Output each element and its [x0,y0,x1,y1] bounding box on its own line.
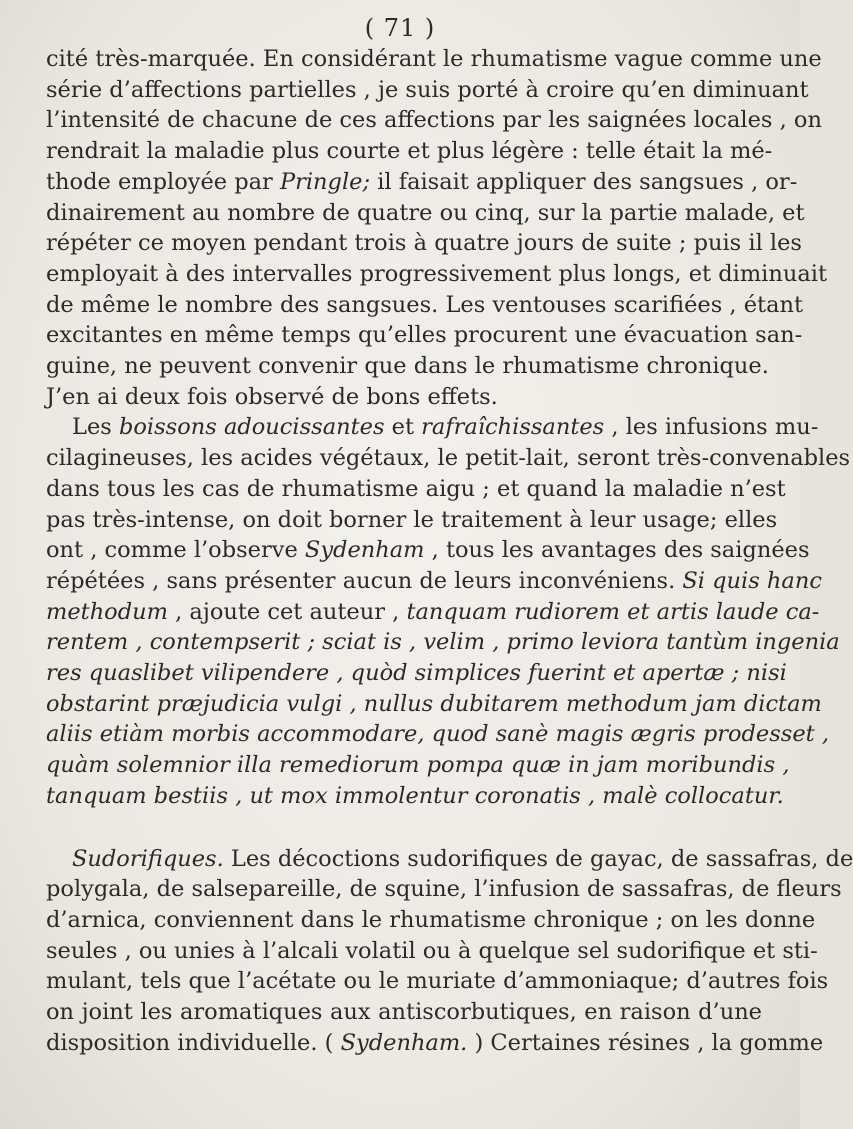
text-run: cilagineuses, les acides végétaux, le petit-lait, seront très-convenables [46,445,851,472]
text-line [46,505,778,536]
text-run: mulant, tels que l’acétate ou le muriate d’ammoniaque; d’autres fois [46,968,829,995]
paragraph-gap [46,812,762,844]
text-run: pas très-intense, on doit borner le traitement à leur usage; elles [46,506,778,533]
text-run: dinairement au nombre de quatre ou cinq, sur la partie malade, et [46,199,805,226]
text-line [46,75,809,106]
italic-text: tanquam bestiis , ut mox immolentur coronatis , malè collocatur. [46,782,784,809]
text-run: thode employée par [46,168,280,195]
text-run: série d’affections partielles , je suis porté à croire qu’en diminuant [46,76,809,103]
italic-text: aliis etiàm morbis accommodare, quod sanè magis ægris prodesset , [46,721,830,748]
text-line [46,44,822,75]
italic-text: methodum [46,598,168,625]
text-run: , tous les avantages des saignées [424,537,810,564]
text-line [46,412,819,443]
text-line [46,535,810,566]
text-line [46,1028,824,1059]
text-line [46,351,769,382]
paragraph [46,412,851,811]
text-line [46,320,803,351]
text-line [46,719,830,750]
text-line [46,844,853,875]
page-number: ( 71 ) [364,14,436,42]
text-run: l’intensité de chacune de ces affections par les saignées locales , on [46,107,822,134]
text-run: , ajoute cet auteur , [167,598,407,625]
text-run: ont , comme l’observe [46,537,305,564]
text-run: et [384,414,422,441]
text-run: de même le nombre des sangsues. Les ventouses scarifiées , étant [46,291,804,318]
text-run: ) Certaines résines , la gomme [467,1029,824,1056]
text-run: guine, ne peuvent convenir que dans le rhumatisme chronique. [46,353,769,380]
text-run: seules , ou unies à l’alcali volatil ou à quelque sel sudorifique et sti- [46,937,818,964]
text-line [46,966,829,997]
text-line [46,627,840,658]
text-line [46,259,828,290]
italic-text: Pringle; [279,168,371,195]
text-line [46,443,851,474]
text-run: excitantes en même temps qu’elles procurent une évacuation san- [46,322,803,349]
body-text [46,44,853,1059]
text-line [46,905,816,936]
text-line [46,228,802,259]
text-line [46,781,784,812]
text-line [46,750,790,781]
text-line [46,566,822,597]
text-line [46,474,786,505]
text-run: J’en ai deux fois observé de bons effets. [46,383,498,410]
text-run: polygala, de salsepareille, de squine, l’infusion de sassafras, de fleurs [46,876,842,903]
text-line [46,290,804,321]
italic-text: obstarint præjudicia vulgi , nullus dubitarem methodum jam dictam [46,690,822,717]
italic-text: boissons adoucissantes [118,414,385,441]
text-line [46,597,820,628]
text-run: on joint les aromatiques aux antiscorbutiques, en raison d’une [46,999,762,1026]
text-run: d’arnica, conviennent dans le rhumatisme chronique ; on les donne [46,906,816,933]
italic-text: Sudorifiques. [72,845,224,872]
text-run: cité très-marquée. En considérant le rhumatisme vague comme une [46,46,822,72]
text-line [46,874,842,905]
text-run: Les décoctions sudorifiques de gayac, de sassafras, de [223,845,853,872]
paragraph [46,844,853,1059]
text-run: , les infusions mu- [604,414,819,441]
text-run: disposition individuelle. ( [46,1029,341,1056]
text-line [46,658,787,689]
text-run: répétées , sans présenter aucun de leurs inconvéniens. [46,567,683,594]
text-line [46,167,798,198]
text-line [46,382,762,413]
text-run: Les [72,414,119,441]
paragraph [46,44,828,412]
italic-text: quàm solemnior illa remediorum pompa quæ in jam moribundis , [46,752,790,779]
italic-text: rentem , contempserit ; sciat is , velim , primo leviora tantùm ingenia [46,629,840,656]
text-line [46,105,822,136]
text-run: employait à des intervalles progressivement plus longs, et diminuait [46,260,828,287]
italic-text: res quaslibet vilipendere , quòd simplices fuerint et apertæ ; nisi [46,660,787,687]
text-line [46,198,805,229]
text-line [46,936,818,967]
text-line [46,997,762,1028]
text-run: rendrait la maladie plus courte et plus légère : telle était la mé- [46,138,773,165]
italic-text: Sydenham. [340,1029,468,1056]
italic-text: tanquam rudiorem et artis laude ca- [406,598,820,625]
text-run: dans tous les cas de rhumatisme aigu ; et quand la maladie n’est [46,475,786,502]
text-run: répéter ce moyen pendant trois à quatre jours de suite ; puis il les [46,230,802,257]
italic-text: Si quis hanc [682,567,822,594]
text-line [46,689,822,720]
italic-text: rafraîchissantes [421,414,605,441]
text-line [46,136,773,167]
italic-text: Sydenham [304,537,425,564]
text-run: il faisait appliquer des sangsues , or- [370,168,798,195]
